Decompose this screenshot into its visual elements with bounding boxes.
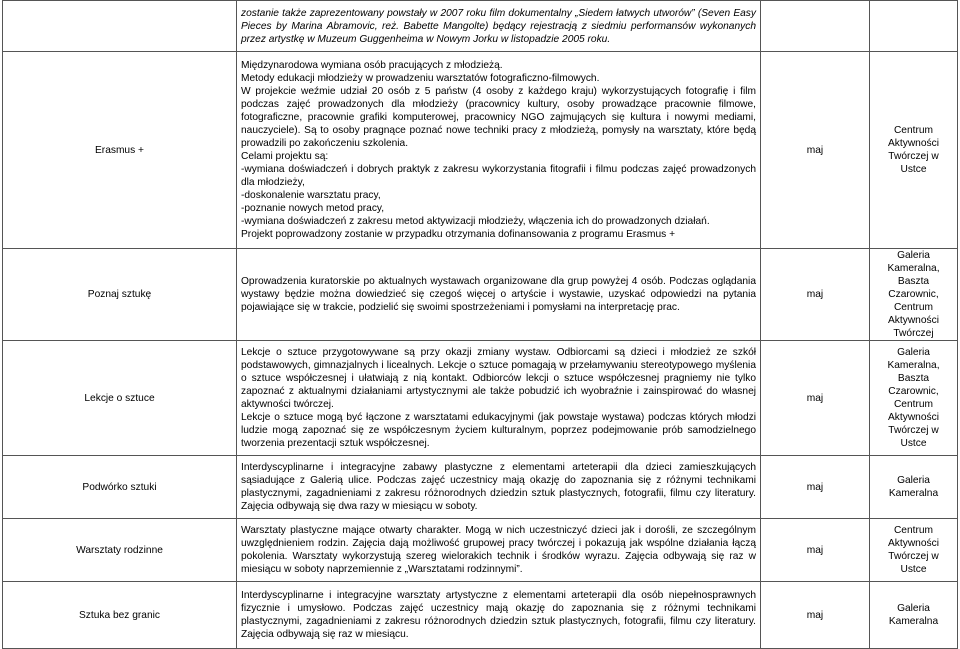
event-description bbox=[237, 456, 761, 519]
description-paragraph: zostanie także zaprezentowany powstały w 2007 roku film dokumentalny „Siedem łatwych utworów” (Seven Easy Pieces by Marina Abramovic, reż. Babette Mangolte) będący rejestracją z siedmiu performansów wykonanych przez artystkę w Muzeum Guggenheima w Nowym Jorku w listopadzie 2005 roku. bbox=[241, 7, 756, 45]
event-name bbox=[3, 1, 237, 52]
description-paragraph: W projekcie weźmie udział 20 osób z 5 państw (4 osoby z każdego kraju) wykorzystujących fotografię i film podczas zajęć prowadzonych dla młodzieży (pracownicy kultury, osoby prowadzące pracownie filmowe, fotograficzne, pracownie grafiki komputerowej, pracownicy NGO zajmujących się kultura i nowymi mediami, nauczyciele). Są to osoby pragnące poznać nowe techniki pracy z młodzieżą, pomysły na warsztaty, które będą prowadzili po zakończeniu szkolenia. bbox=[241, 86, 756, 149]
description-paragraph: -poznanie nowych metod pracy, bbox=[241, 203, 385, 214]
event-month: maj bbox=[761, 249, 870, 341]
event-description bbox=[237, 249, 761, 341]
event-month: maj bbox=[761, 341, 870, 456]
description-paragraph: Metody edukacji młodzieży w prowadzeniu warsztatów fotograficzno-filmowych. bbox=[241, 73, 600, 84]
description-paragraph: Międzynarodowa wymiana osób pracujących z młodzieżą. bbox=[241, 60, 503, 71]
event-place: Galeria Kameralna, Baszta Czarownic, Centrum Aktywności Twórczej w Ustce bbox=[870, 341, 958, 456]
event-place: Galeria Kameralna, Baszta Czarownic, Centrum Aktywności Twórczej bbox=[870, 249, 958, 341]
event-month bbox=[761, 1, 870, 52]
description-paragraph: Lekcje o sztuce mogą być łączone z warsztatami edukacyjnymi (jak powstaje wystawa) podczas których młodzi ludzie mogą zapoznać się ze współczesnym życiem kulturalnym, poprzez podejmowanie prób samodzielnego tworzenia prezentacji sztuk współczesnej. bbox=[241, 412, 756, 449]
table-row bbox=[3, 52, 958, 249]
event-description bbox=[237, 1, 761, 52]
event-description bbox=[237, 341, 761, 456]
table-row bbox=[3, 1, 958, 52]
description-paragraph: -doskonalenie warsztatu pracy, bbox=[241, 190, 381, 201]
description-paragraph: -wymiana doświadczeń z zakresu metod aktywizacji młodzieży, włączenia ich do prowadzonych działań. bbox=[241, 216, 710, 227]
description-paragraph: Lekcje o sztuce przygotowywane są przy okazji zmiany wystaw. Odbiorcami są dzieci i młodzież ze szkół podstawowych, gimnazjalnych i licealnych. Lekcje o sztuce pomagają w przełamywaniu stereotypowego myślenia o sztuce współczesnej i ułatwiają z nią kontakt. Odbiorców lekcji o sztuce współczesnej pragniemy nie tylko zapoznać z aktualnymi działaniami artystycznymi ale także pobudzić ich wyobraźnie i zainspirować do własnej aktywności twórczej. bbox=[241, 347, 756, 410]
description-paragraph: -wymiana doświadczeń i dobrych praktyk z zakresu wykorzystania fitografii i filmu podczas zajęć prowadzonych dla młodzieży, bbox=[241, 164, 756, 188]
description-paragraph: Warsztaty plastyczne mające otwarty charakter. Mogą w nich uczestniczyć dzieci jak i dorośli, ze szczególnym uwzględnieniem rodzin. Zajęcia dają możliwość grupowej pracy twórczej i pokazują jak wspólne działania łączą pokolenia. Warsztaty wykorzystują szereg wielorakich technik i środków wyrazu. Zajęcia odbywają się raz w miesiącu w soboty naprzemiennie z „Warsztatami rodzinnymi”. bbox=[241, 525, 756, 575]
event-month: maj bbox=[761, 582, 870, 649]
event-place: Centrum Aktywności Twórczej w Ustce bbox=[870, 52, 958, 249]
description-paragraph: Oprowadzenia kuratorskie po aktualnych wystawach organizowane dla grup powyżej 4 osób. Podczas oglądania wystawy będzie można dowiedzieć się czegoś więcej o artyście i wystawie, uzyskać odpowiedzi na pytania pojawiające się w trakcie, podzielić się swoimi spostrzeżeniami i pomysłami na interpretację prac. bbox=[241, 276, 756, 313]
table-row bbox=[3, 519, 958, 582]
description-paragraph: Celami projektu są: bbox=[241, 151, 329, 162]
event-place: Galeria Kameralna bbox=[870, 582, 958, 649]
event-name: Sztuka bez granic bbox=[3, 582, 237, 649]
table-row bbox=[3, 341, 958, 456]
description-paragraph: Interdyscyplinarne i integracyjne zabawy plastyczne z elementami arteterapii dla dzieci zamieszkujących sąsiadujące z Galerią ulice. Podczas zajęć uczestnicy mają okazję do zapoznania się z różnymi technikami plastycznymi, zagadnieniami z zakresu różnorodnych dziedzin sztuk plastycznych, fotografii, filmu czy literatury. Zajęcia odbywają się dwa razy w miesiącu w soboty. bbox=[241, 462, 756, 512]
table-row bbox=[3, 456, 958, 519]
event-month: maj bbox=[761, 519, 870, 582]
event-place: Centrum Aktywności Twórczej w Ustce bbox=[870, 519, 958, 582]
event-place: Galeria Kameralna bbox=[870, 456, 958, 519]
description-paragraph: Interdyscyplinarne i integracyjne warsztaty artystyczne z elementami arteterapii dla osób niepełnosprawnych fizycznie i umysłowo. Podczas zajęć uczestnicy mają okazję do zapoznania się z różnymi technikami plastycznymi, zagadnieniami z zakresu różnorodnych dziedzin sztuk plastycznych, fotografii, filmu czy literatury. Zajęcia odbywają się raz w miesiącu. bbox=[241, 590, 756, 640]
event-description bbox=[237, 582, 761, 649]
event-description bbox=[237, 52, 761, 249]
event-name: Poznaj sztukę bbox=[3, 249, 237, 341]
event-name: Podwórko sztuki bbox=[3, 456, 237, 519]
event-month: maj bbox=[761, 52, 870, 249]
table-row bbox=[3, 249, 958, 341]
event-name: Warsztaty rodzinne bbox=[3, 519, 237, 582]
program-table bbox=[2, 0, 958, 649]
event-description bbox=[237, 519, 761, 582]
event-month: maj bbox=[761, 456, 870, 519]
event-place bbox=[870, 1, 958, 52]
event-name: Lekcje o sztuce bbox=[3, 341, 237, 456]
event-name: Erasmus + bbox=[3, 52, 237, 249]
table-row bbox=[3, 582, 958, 649]
description-paragraph: Projekt poprowadzony zostanie w przypadku otrzymania dofinansowania z programu Erasmus + bbox=[241, 229, 676, 240]
